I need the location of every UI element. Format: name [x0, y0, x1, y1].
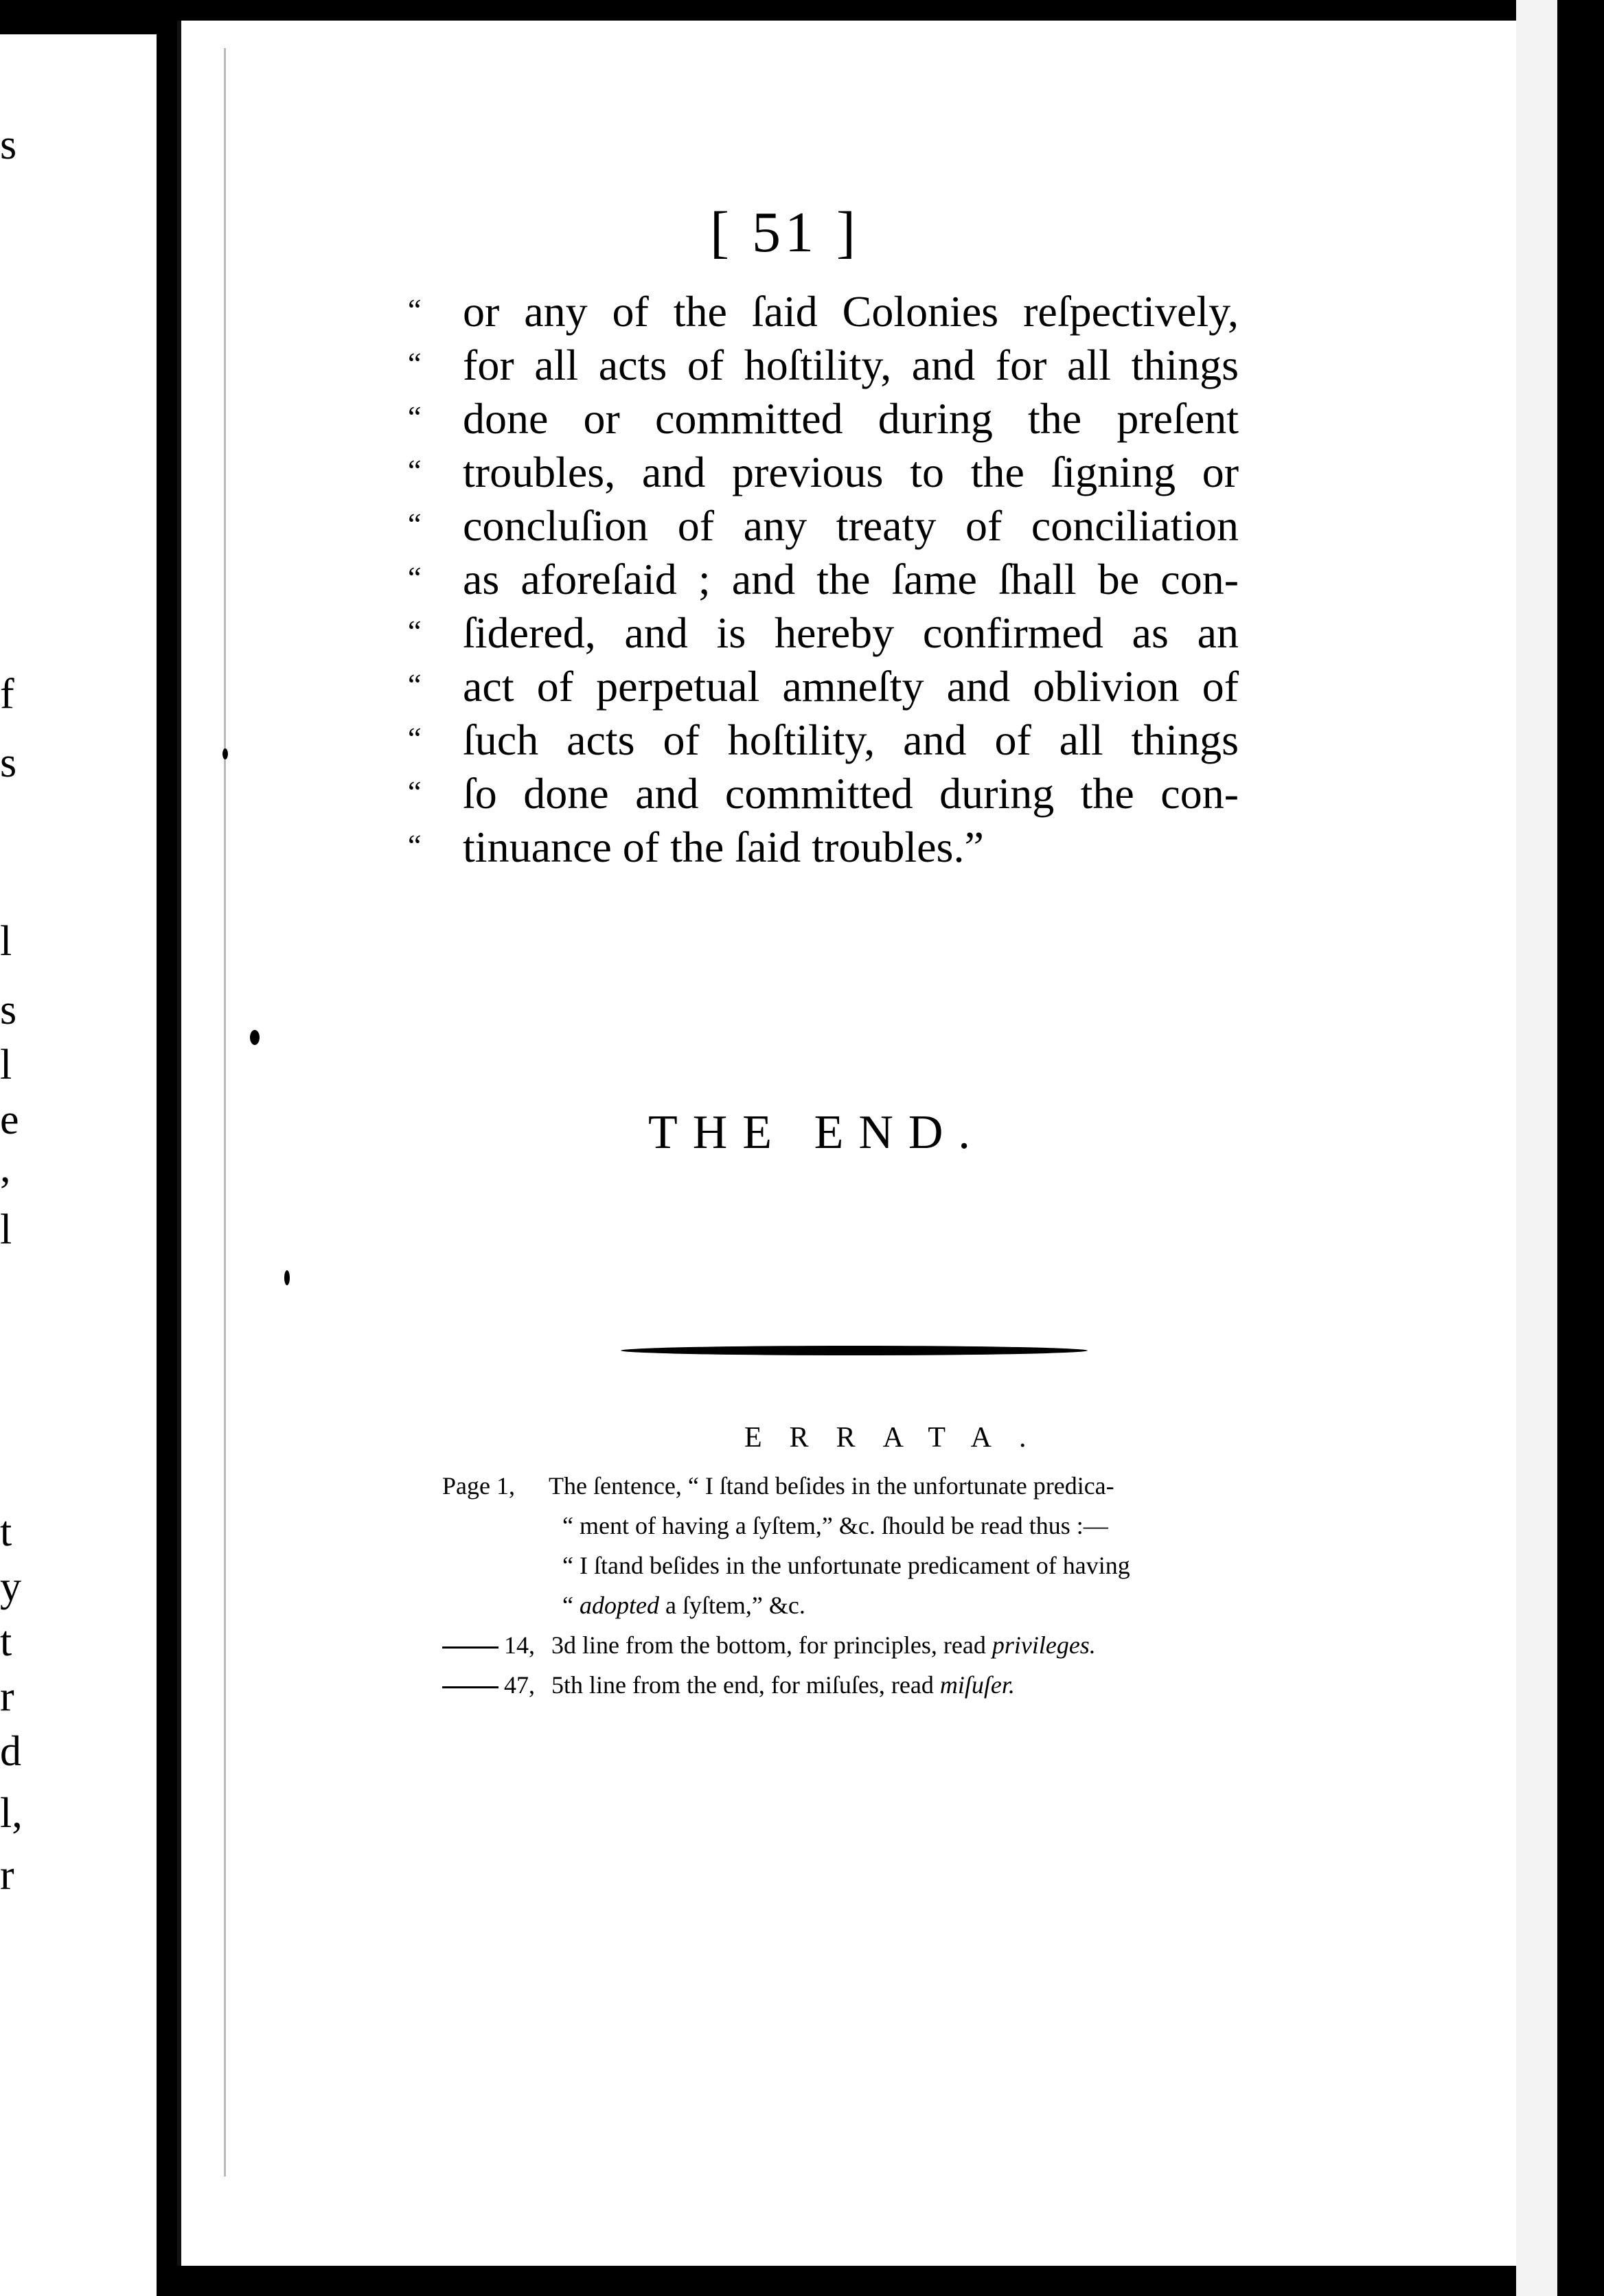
- ink-speck: [284, 1270, 290, 1285]
- ditto-dash: [442, 1646, 499, 1649]
- ink-speck: [161, 748, 166, 758]
- errata-list: [442, 1466, 1472, 1705]
- quote-mark: “: [408, 775, 422, 809]
- errata-row: “ adopted a ſyſtem,” &c.: [562, 1592, 805, 1619]
- errata-row: Page 1, The ſentence, “ I ſtand beſides in the unfortunate predica-: [442, 1466, 1472, 1506]
- text-line: “ ſidered, and is hereby confirmed as an: [408, 606, 1479, 660]
- text-line: “ as aforeſaid ; and the ſame ſhall be con-: [408, 553, 1479, 606]
- ornamental-rule: [621, 1346, 1088, 1355]
- facing-page-fragment: t: [0, 1618, 12, 1665]
- text-line: “ done or committed during the preſent: [408, 392, 1479, 446]
- facing-page-fragment: l,: [0, 1790, 23, 1837]
- page-number: [ 51 ]: [710, 200, 860, 264]
- quote-mark: “: [408, 615, 422, 648]
- facing-page: [0, 34, 157, 2296]
- text-line: “ for all acts of hoſtility, and for all things: [408, 338, 1479, 392]
- facing-page-fragment: e: [0, 1097, 19, 1143]
- facing-page-fragment: s: [0, 987, 17, 1033]
- ink-speck: [168, 1030, 174, 1042]
- text-line: “ tinuance of the ſaid troubles.”: [408, 820, 1479, 874]
- facing-page-fragment: f: [0, 671, 14, 718]
- text-line: “ or any of the ſaid Colonies reſpectively,: [408, 285, 1479, 338]
- facing-page-fragment: r: [0, 1673, 14, 1720]
- errata-row: 47, 5th line from the end, for miſuſes, read miſuſer.: [442, 1665, 1472, 1705]
- text-line: “ ſuch acts of hoſtility, and of all things: [408, 713, 1479, 767]
- facing-page-fragment: l: [0, 1042, 12, 1088]
- errata-row: “ ment of having a ſyſtem,” &c. ſhould be read thus :—: [562, 1512, 1108, 1539]
- book-gutter: [157, 0, 177, 2296]
- facing-page-fragment: r: [0, 1852, 14, 1898]
- the-end-heading: THE END.: [648, 1106, 985, 1159]
- quote-mark: “: [408, 722, 422, 755]
- page-edge-shadow: [224, 48, 226, 2177]
- text-line: “ troubles, and previous to the ſigning or: [408, 446, 1479, 499]
- facing-page-fragment: s: [0, 122, 17, 168]
- quote-mark: “: [408, 507, 422, 541]
- quote-mark: “: [408, 668, 422, 702]
- errata-heading: ERRATA.: [744, 1422, 1054, 1454]
- text-line: “ concluſion of any treaty of conciliation: [408, 499, 1479, 553]
- errata-row: “ I ſtand beſides in the unfortunate predicament of having: [562, 1552, 1130, 1579]
- quote-mark: “: [408, 400, 422, 434]
- text-line: “ ſo done and committed during the con-: [408, 767, 1479, 820]
- page-right-edge: [1516, 0, 1604, 2296]
- book-page: [177, 21, 1520, 2266]
- facing-page-fragment: y: [0, 1563, 21, 1610]
- quote-mark: “: [408, 829, 422, 862]
- quote-mark: “: [408, 454, 422, 487]
- quote-mark: “: [408, 561, 422, 595]
- quote-mark: “: [408, 293, 422, 327]
- ditto-dash: [442, 1686, 499, 1688]
- text-line: “ act of perpetual amneſty and oblivion of: [408, 660, 1479, 713]
- facing-page-fragment: ,: [0, 1145, 11, 1191]
- ink-speck: [222, 748, 228, 759]
- facing-page-fragment: t: [0, 1508, 12, 1555]
- facing-page-fragment: l: [0, 918, 12, 965]
- page-edge-strip: [1516, 0, 1557, 2296]
- ink-speck: [250, 1030, 260, 1045]
- facing-page-fragment: l: [0, 1206, 12, 1253]
- facing-page-fragment: d: [0, 1728, 21, 1775]
- quoted-passage: [408, 285, 1479, 874]
- facing-page-fragment: s: [0, 739, 17, 786]
- errata-page-ref: Page 1,: [442, 1472, 515, 1500]
- quote-mark: “: [408, 347, 422, 380]
- errata-row: 14, 3d line from the bottom, for principles, read privileges.: [442, 1625, 1472, 1665]
